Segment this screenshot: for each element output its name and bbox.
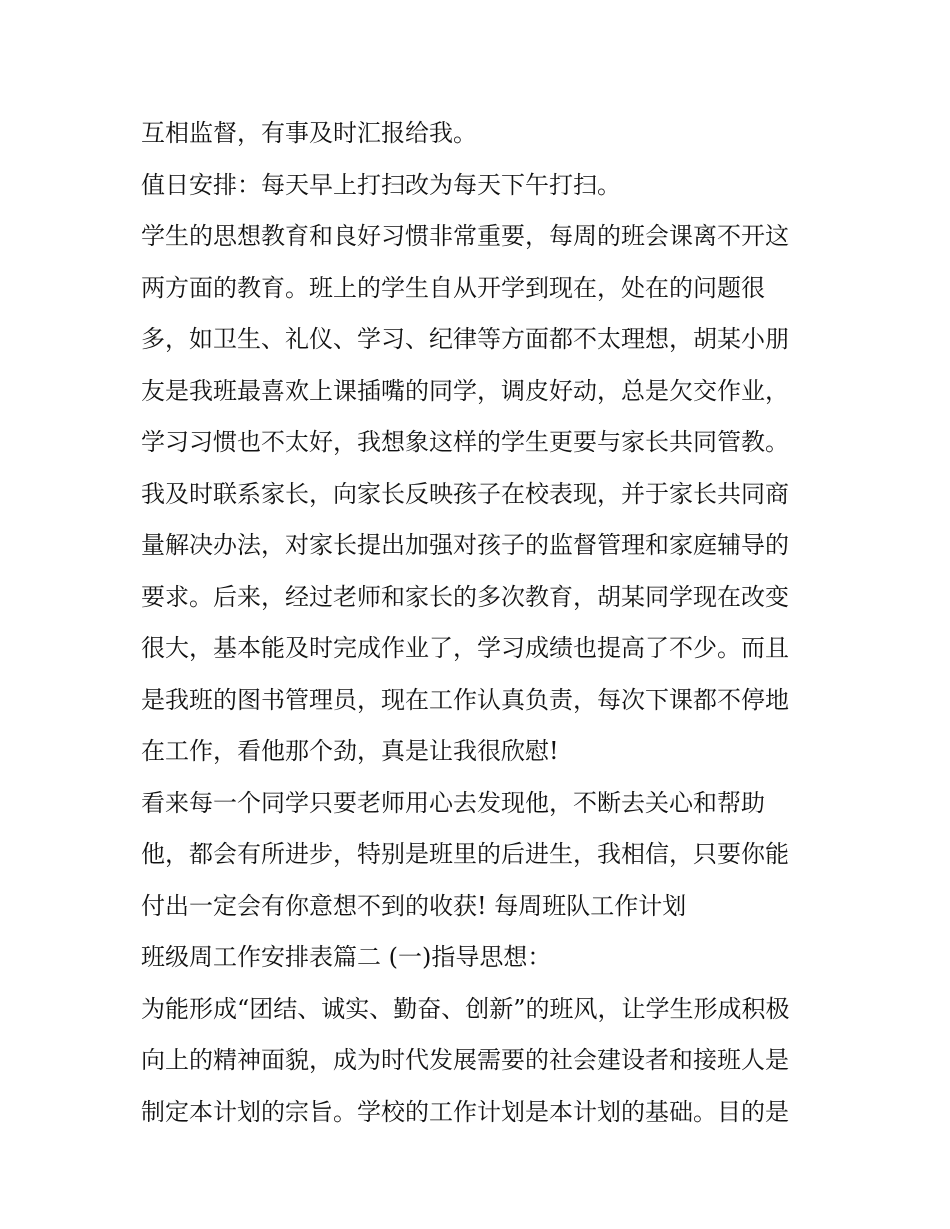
text-line: 我及时联系家长，向家长反映孩子在校表现，并于家长共同商 xyxy=(141,479,789,508)
text-line: 付出一定会有你意想不到的收获! 每周班队工作计划 xyxy=(141,891,687,920)
text-line: 向上的精神面貌，成为时代发展需要的社会建设者和接班人是 xyxy=(141,1046,789,1074)
text-line: 要求。后来，经过老师和家长的多次教育，胡某同学现在改变 xyxy=(141,582,789,611)
text-line: 值日安排：每天早上打扫改为每天下午打扫。 xyxy=(141,170,621,199)
body-text xyxy=(141,108,821,1138)
text-line: 互相监督，有事及时汇报给我。 xyxy=(141,119,477,147)
text-line: 看来每一个同学只要老师用心去发现他，不断去关心和帮助 xyxy=(141,788,765,817)
text-line: 量解决办法，对家长提出加强对孩子的监督管理和家庭辅导的 xyxy=(141,531,789,559)
text-line: 为能形成“团结、诚实、勤奋、创新”的班风，让学生形成积极 xyxy=(141,994,790,1023)
text-line: 班级周工作安排表篇二 (一)指导思想： xyxy=(141,943,552,971)
text-line: 两方面的教育。班上的学生自从开学到现在，处在的问题很 xyxy=(141,273,765,302)
text-line: 很大，基本能及时完成作业了，学习成绩也提高了不少。而且 xyxy=(141,634,789,662)
text-line: 友是我班最喜欢上课插嘴的同学，调皮好动，总是欠交作业， xyxy=(141,376,789,405)
text-line: 他，都会有所进步，特别是班里的后进生，我相信，只要你能 xyxy=(141,840,789,868)
text-line: 在工作，看他那个劲，真是让我很欣慰! xyxy=(141,737,559,765)
text-line: 是我班的图书管理员，现在工作认真负责，每次下课都不停地 xyxy=(141,685,789,714)
text-line: 学生的思想教育和良好习惯非常重要，每周的班会课离不开这 xyxy=(141,222,789,250)
text-line: 制定本计划的宗旨。学校的工作计划是本计划的基础。目的是 xyxy=(141,1097,789,1126)
text-line: 学习习惯也不太好，我想象这样的学生更要与家长共同管教。 xyxy=(141,428,789,456)
text-line: 多，如卫生、礼仪、学习、纪律等方面都不太理想，胡某小朋 xyxy=(141,325,789,353)
